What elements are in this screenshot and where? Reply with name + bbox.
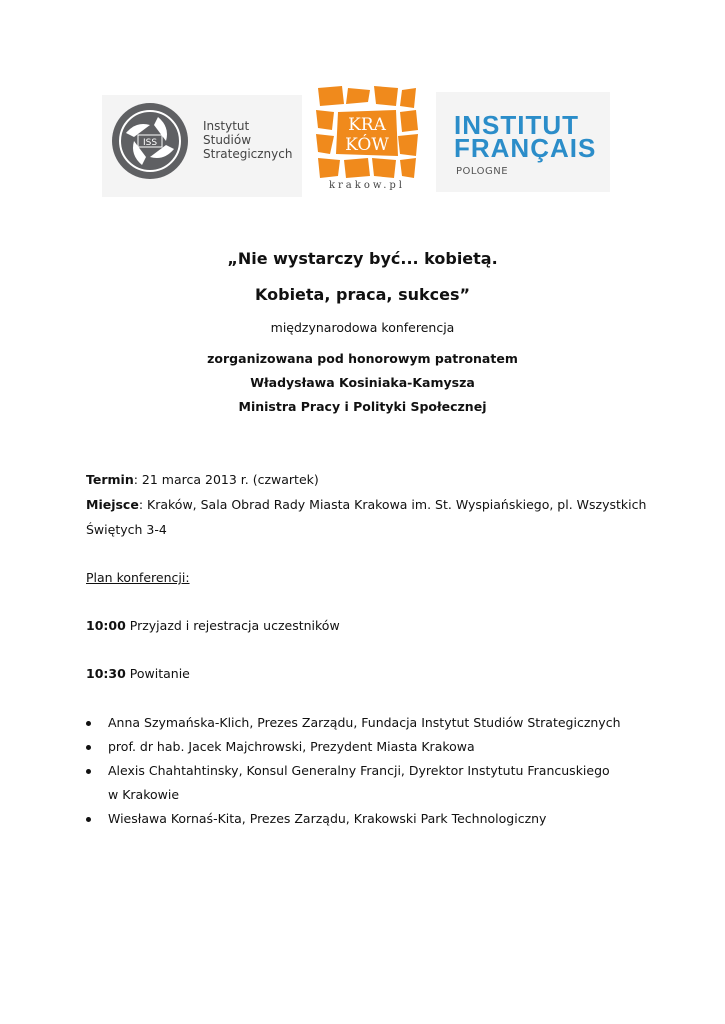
miejsce-value: : Kraków, Sala Obrad Rady Miasta Krakowa im. St. Wyspiańskiego, pl. Wszystkich — [138, 497, 647, 512]
agenda-time: 10:30 — [86, 666, 126, 681]
institut-francais-sub: POLOGNE — [456, 166, 509, 177]
patronage-line-2: Władysława Kosiniaka-Kamysza — [250, 375, 475, 390]
bullet-icon — [86, 817, 91, 822]
speaker-text: Alexis Chahtahtinsky, Konsul Generalny Francji, Dyrektor Instytutu Francuskiego — [108, 763, 610, 778]
speaker-text: Anna Szymańska-Klich, Prezes Zarządu, Fundacja Instytut Studiów Strategicznych — [108, 715, 621, 730]
krakow-mosaic-icon — [312, 84, 422, 180]
iss-name-line: Studiów — [203, 133, 252, 147]
krakow-text-1: KRA — [348, 115, 386, 135]
list-item — [86, 807, 621, 831]
iss-emblem-icon — [112, 103, 188, 179]
speaker-list — [86, 711, 621, 831]
list-item — [86, 759, 621, 807]
bullet-icon — [86, 745, 91, 750]
krakow-website: krakow.pl — [328, 180, 406, 191]
agenda-item — [86, 666, 190, 681]
title-line-1: „Nie wystarczy być... kobietą. — [227, 249, 498, 268]
subtitle: międzynarodowa konferencja — [270, 320, 455, 335]
agenda-text: Powitanie — [125, 666, 190, 681]
termin-label: Termin — [86, 472, 134, 487]
logo-row — [102, 84, 610, 200]
agenda-time: 10:00 — [86, 618, 126, 633]
termin-row — [86, 472, 319, 487]
termin-value: : 21 marca 2013 r. (czwartek) — [133, 472, 319, 487]
iss-logo — [102, 95, 302, 197]
iss-name-line: Instytut — [203, 119, 250, 133]
iss-name — [203, 119, 292, 161]
krakow-text-2: KÓW — [345, 135, 389, 155]
list-item — [86, 735, 621, 759]
bullet-icon — [86, 769, 91, 774]
bullet-icon — [86, 721, 91, 726]
patronage-line-3: Ministra Pracy i Polityki Społecznej — [238, 399, 487, 414]
institut-francais-logo — [436, 92, 610, 192]
speaker-text: Wiesława Kornaś-Kita, Prezes Zarządu, Krakowski Park Technologiczny — [108, 811, 547, 826]
title-line-2: Kobieta, praca, sukces” — [255, 285, 470, 304]
iss-badge-text: ISS — [142, 138, 158, 148]
miejsce-label: Miejsce — [86, 497, 139, 512]
miejsce-continuation: Świętych 3-4 — [86, 522, 167, 537]
agenda-text: Przyjazd i rejestracja uczestników — [125, 618, 340, 633]
agenda-item — [86, 618, 340, 633]
institut-francais-line2: FRANÇAIS — [454, 133, 597, 163]
speaker-text: prof. dr hab. Jacek Majchrowski, Prezydent Miasta Krakowa — [108, 739, 475, 754]
speaker-text-continuation: w Krakowie — [108, 787, 180, 802]
institut-francais-line1: INSTITUT — [454, 110, 579, 140]
iss-name-line: Strategicznych — [203, 147, 293, 161]
miejsce-row — [86, 497, 646, 512]
plan-heading: Plan konferencji: — [86, 570, 190, 585]
patronage-line-1: zorganizowana pod honorowym patronatem — [207, 351, 518, 366]
list-item — [86, 711, 621, 735]
krakow-logo — [312, 84, 422, 200]
